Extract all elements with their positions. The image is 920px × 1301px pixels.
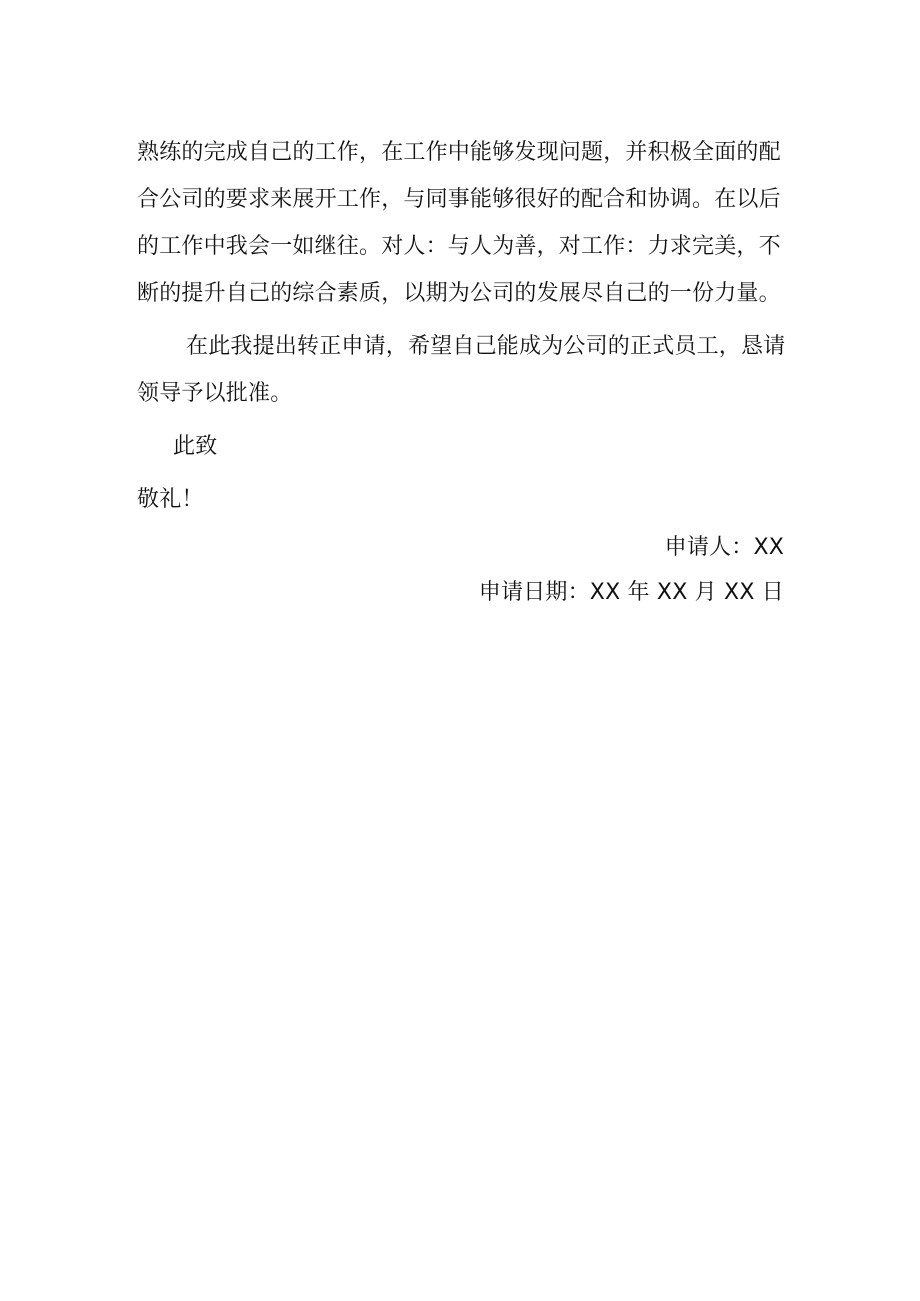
paragraph-1-line-3: 的工作中我会一如继往。对人：与人为善，对工作：力求完美，不 xyxy=(137,234,781,259)
closing-salute: 敬礼！ xyxy=(137,487,204,512)
paragraph-1-line-1: 熟练的完成自己的工作，在工作中能够发现问题，并积极全面的配 xyxy=(137,140,781,165)
paragraph-2-line-1: 在此我提出转正申请，希望自己能成为公司的正式员工，恳请 xyxy=(186,334,786,359)
paragraph-1-line-4: 断的提升自己的综合素质，以期为公司的发展尽自己的一份力量。 xyxy=(137,281,781,306)
paragraph-2-line-2: 领导予以批准。 xyxy=(137,381,293,406)
applicant-signature: 申请人：XX xyxy=(664,535,784,560)
paragraph-1-line-2: 合公司的要求来展开工作，与同事能够很好的配合和协调。在以后 xyxy=(137,187,781,212)
application-date: 申请日期：XX 年 XX 月 XX 日 xyxy=(478,580,784,605)
closing-greeting: 此致 xyxy=(173,434,218,459)
